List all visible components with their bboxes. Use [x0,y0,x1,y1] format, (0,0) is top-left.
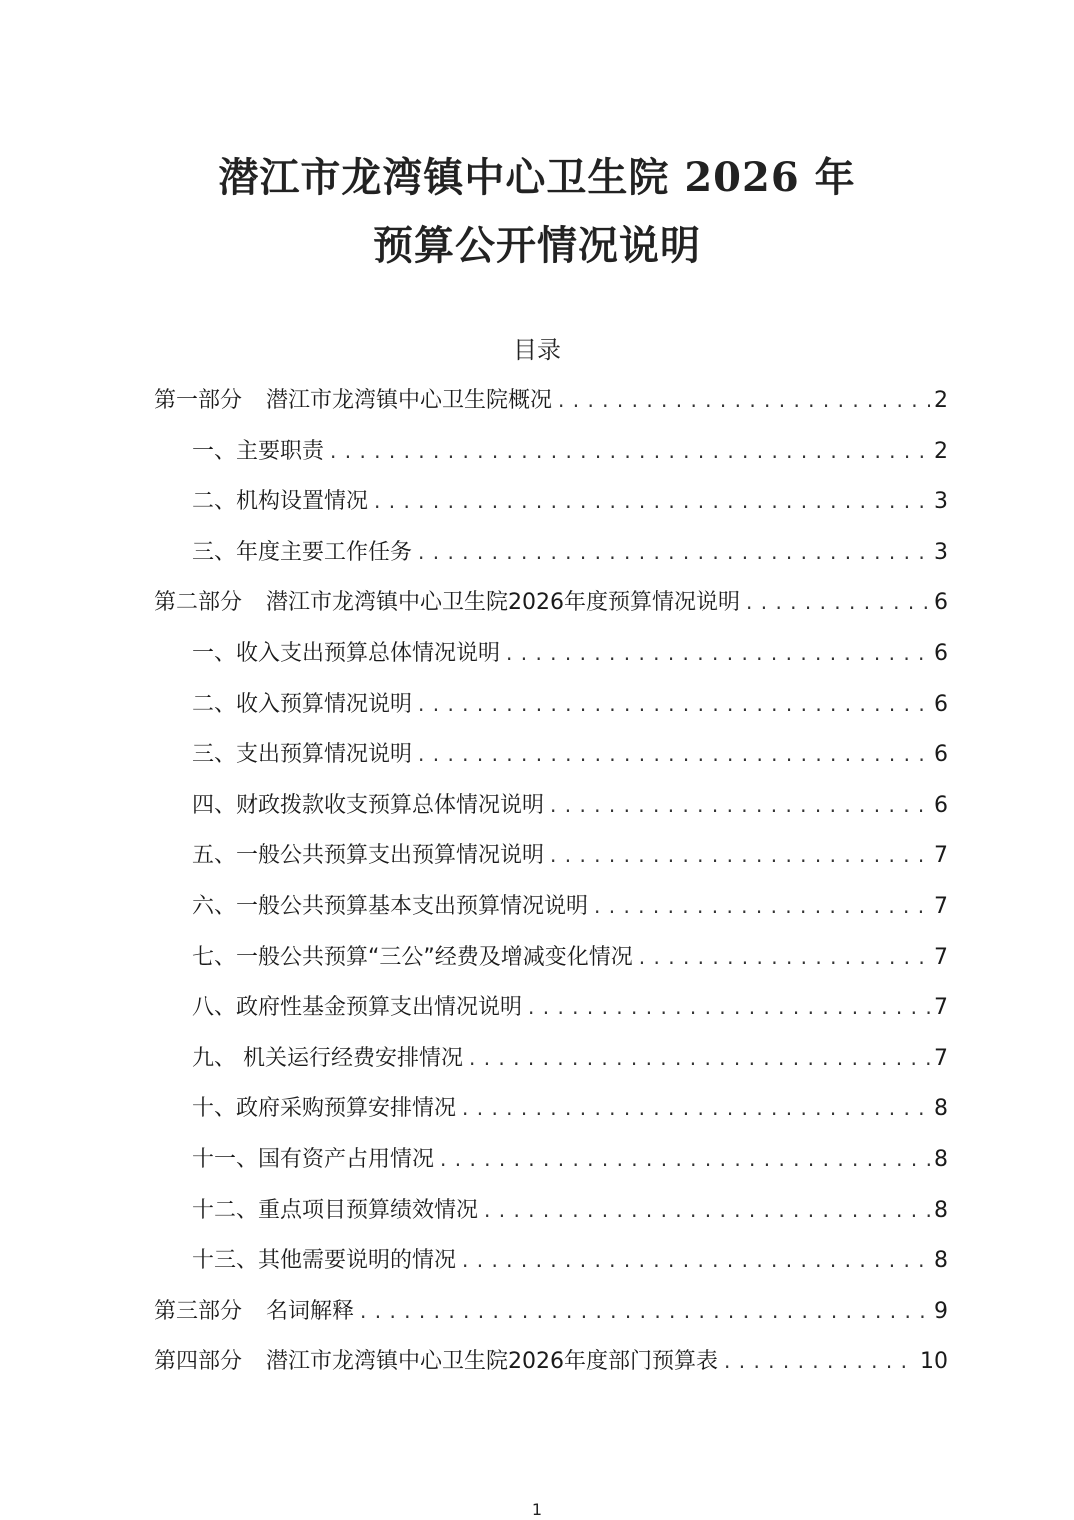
toc-section-entry[interactable] [154,1033,948,1084]
toc-dot-leader [418,679,930,730]
toc-dot-leader [724,1336,916,1387]
toc-dot-leader [528,982,930,1033]
toc-section-entry[interactable] [154,780,948,831]
toc-section-entry[interactable] [154,527,948,578]
page-number: 1 [531,1500,543,1519]
toc-entry-text: 潜江市龙湾镇中心卫生院概况 [266,388,553,413]
toc-heading: 目录 [513,336,561,364]
toc-dot-leader [746,577,930,628]
toc-entry-text: 十一、国有资产占用情况 [192,1146,435,1172]
toc-entry-text: 八、政府性基金预算支出情况说明 [192,995,523,1021]
toc-section-entry[interactable] [154,426,948,477]
toc-section-entry[interactable] [154,932,948,983]
toc-entry-text: 十二、重点项目预算绩效情况 [192,1197,479,1223]
toc-dot-leader [330,426,930,477]
toc-dot-leader [418,527,930,578]
toc-entry-text: 三、年度主要工作任务 [192,539,413,565]
toc-page-number: 6 [934,590,948,616]
toc-page-number: 8 [934,1197,948,1223]
toc-section-entry[interactable] [154,881,948,932]
toc-entry-text: 潜江市龙湾镇中心卫生院2026年度预算情况说明 [266,590,741,616]
toc-dot-leader [506,628,930,679]
toc-page-number: 2 [934,438,948,464]
toc-page-number: 7 [934,944,948,970]
toc-part-entry[interactable] [154,375,948,426]
toc-entry-text: 十三、其他需要说明的情况 [192,1248,457,1274]
toc-page-number: 8 [934,1248,948,1274]
toc-entry-text: 九、 机关运行经费安排情况 [192,1045,463,1071]
toc-page-number: 2 [934,388,948,413]
toc-entry-text: 名词解释 [266,1298,355,1324]
toc-section-entry[interactable] [154,729,948,780]
toc-page-number: 7 [934,995,948,1021]
toc-dot-leader [462,1083,930,1134]
toc-page-number: 7 [934,893,948,919]
toc-entry-text: 十、政府采购预算安排情况 [192,1096,457,1122]
toc-section-entry[interactable] [154,628,948,679]
toc-entry-text: 五、一般公共预算支出预算情况说明 [192,843,545,869]
toc-section-entry[interactable] [154,1235,948,1286]
toc-page-number: 7 [934,1045,948,1071]
toc-dot-leader [360,1286,930,1337]
toc-page-number: 6 [934,640,948,666]
table-of-contents [154,375,948,1387]
toc-dot-leader [469,1033,930,1084]
toc-page-number: 10 [920,1349,948,1375]
toc-dot-leader [440,1134,930,1185]
toc-dot-leader [594,881,930,932]
toc-page-number: 6 [934,691,948,717]
toc-page-number: 9 [934,1298,948,1324]
toc-page-number: 7 [934,843,948,869]
toc-entry-text: 二、机构设置情况 [192,489,369,515]
toc-part-label: 第二部分 [154,590,243,616]
toc-section-entry[interactable] [154,982,948,1033]
toc-dot-leader [484,1185,930,1236]
toc-page-number: 8 [934,1096,948,1122]
toc-entry-text: 一、主要职责 [192,438,325,464]
toc-part-label: 第三部分 [154,1298,243,1324]
toc-part-entry[interactable] [154,1286,948,1337]
toc-entry-text: 四、财政拨款收支预算总体情况说明 [192,792,545,818]
document-title-line-1: 潜江市龙湾镇中心卫生院 2026 年 [218,154,856,201]
toc-part-entry[interactable] [154,1336,948,1387]
document-title-line-2: 预算公开情况说明 [373,222,701,269]
toc-entry-text: 一、收入支出预算总体情况说明 [192,640,501,666]
toc-entry-text: 二、收入预算情况说明 [192,691,413,717]
toc-section-entry[interactable] [154,476,948,527]
toc-entry-text: 六、一般公共预算基本支出预算情况说明 [192,893,589,919]
toc-section-entry[interactable] [154,1185,948,1236]
toc-part-label: 第四部分 [154,1349,243,1375]
toc-section-entry[interactable] [154,1134,948,1185]
toc-section-entry[interactable] [154,679,948,730]
toc-section-entry[interactable] [154,1083,948,1134]
toc-part-entry[interactable] [154,577,948,628]
toc-page-number: 3 [934,489,948,515]
toc-dot-leader [550,830,930,881]
toc-page-number: 8 [934,1146,948,1172]
toc-dot-leader [462,1235,930,1286]
toc-entry-text: 三、支出预算情况说明 [192,742,413,768]
toc-dot-leader [418,729,930,780]
toc-dot-leader [558,375,930,426]
toc-page-number: 3 [934,539,948,565]
toc-page-number: 6 [934,742,948,768]
toc-entry-text: 七、一般公共预算“三公”经费及增减变化情况 [192,944,633,970]
toc-dot-leader [374,476,930,527]
toc-entry-text: 潜江市龙湾镇中心卫生院2026年度部门预算表 [266,1349,719,1375]
toc-section-entry[interactable] [154,830,948,881]
toc-part-label: 第一部分 [154,388,243,413]
toc-dot-leader [639,932,930,983]
toc-dot-leader [550,780,930,831]
toc-page-number: 6 [934,792,948,818]
